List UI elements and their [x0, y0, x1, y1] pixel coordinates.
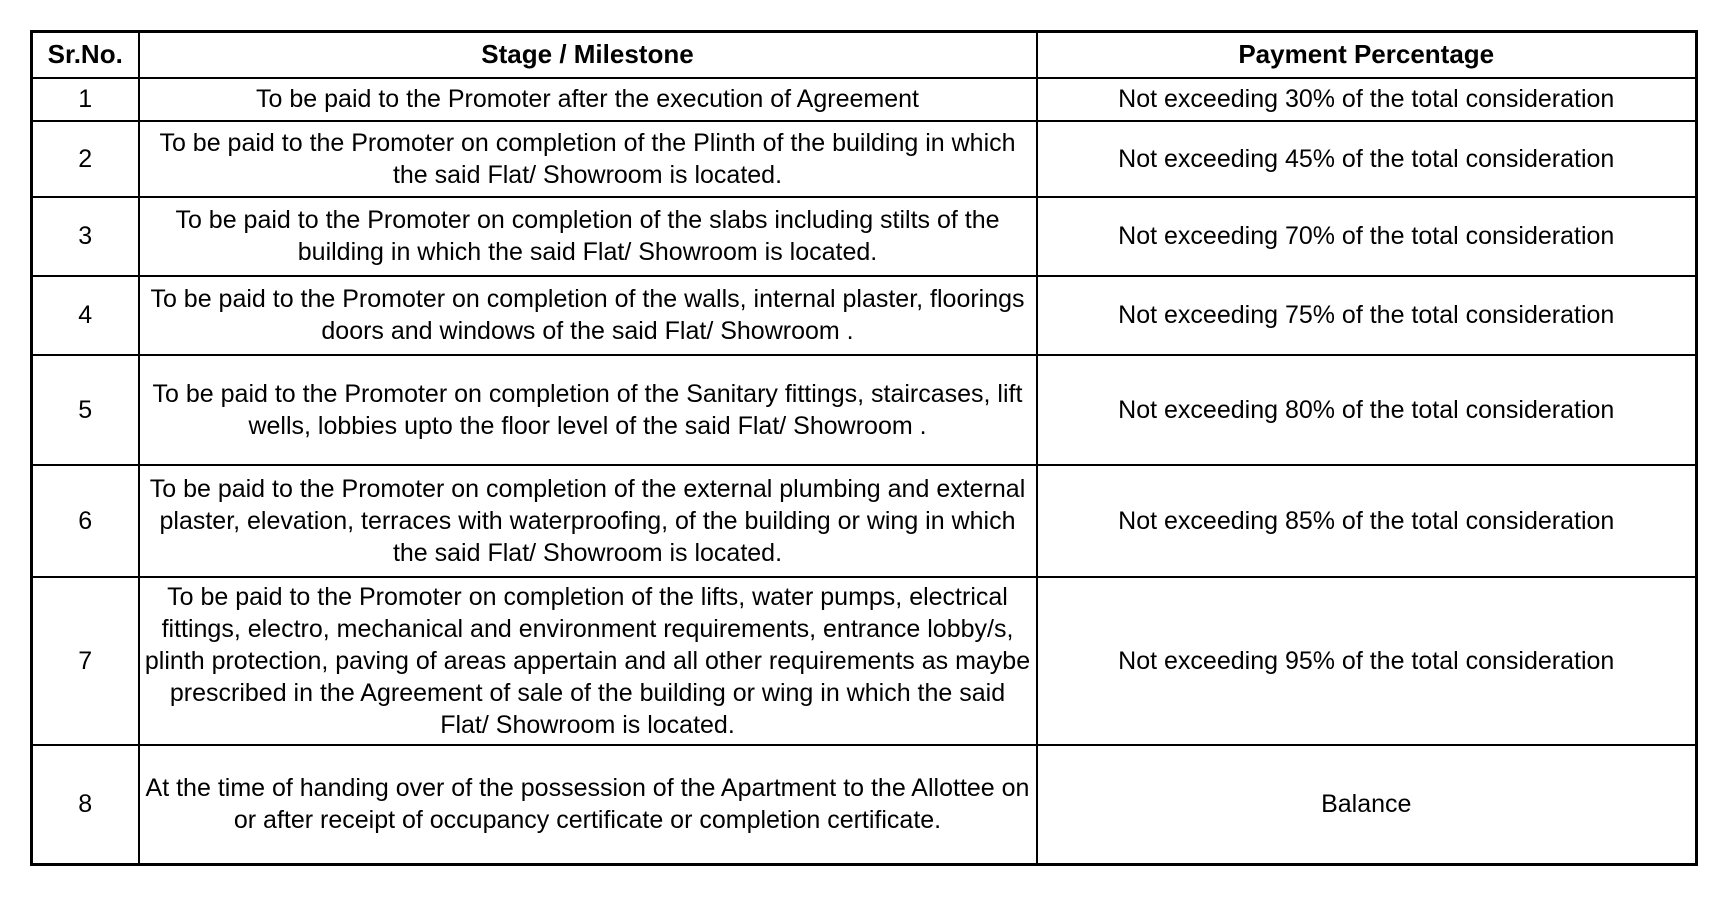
table-row	[32, 355, 1697, 465]
srno-cell: 8	[32, 745, 139, 865]
table-row	[32, 465, 1697, 577]
srno-cell: 1	[32, 78, 139, 121]
srno-cell: 2	[32, 121, 139, 197]
table-row	[32, 276, 1697, 355]
stage-cell: To be paid to the Promoter on completion of the Sanitary fittings, staircases, lift wells, lobbies upto the floor level of the said Flat/ Showroom .	[139, 355, 1037, 465]
header-row	[32, 32, 1697, 78]
payment-schedule-table	[30, 30, 1698, 866]
header-srno: Sr.No.	[32, 32, 139, 78]
stage-cell: To be paid to the Promoter on completion of the lifts, water pumps, electrical fittings, electro, mechanical and environment requirements, entrance lobby/s, plinth protection, paving of areas appertain and all other requirements as maybe prescribed in the Agreement of sale of the building or wing in which the said Flat/ Showroom is located.	[139, 577, 1037, 745]
table-row	[32, 577, 1697, 745]
payment-cell: Not exceeding 85% of the total consideration	[1037, 465, 1697, 577]
stage-cell: At the time of handing over of the possession of the Apartment to the Allottee on or after receipt of occupancy certificate or completion certificate.	[139, 745, 1037, 865]
table-body	[32, 78, 1697, 865]
header-stage-milestone: Stage / Milestone	[139, 32, 1037, 78]
payment-cell: Not exceeding 30% of the total consideration	[1037, 78, 1697, 121]
payment-cell: Not exceeding 70% of the total consideration	[1037, 197, 1697, 276]
stage-cell: To be paid to the Promoter on completion of the slabs including stilts of the building in which the said Flat/ Showroom is located.	[139, 197, 1037, 276]
payment-cell: Not exceeding 75% of the total consideration	[1037, 276, 1697, 355]
payment-cell: Not exceeding 45% of the total consideration	[1037, 121, 1697, 197]
payment-cell: Not exceeding 80% of the total consideration	[1037, 355, 1697, 465]
srno-cell: 4	[32, 276, 139, 355]
stage-cell: To be paid to the Promoter on completion of the external plumbing and external plaster, elevation, terraces with waterproofing, of the building or wing in which the said Flat/ Showroom is located.	[139, 465, 1037, 577]
table-row	[32, 745, 1697, 865]
table-row	[32, 197, 1697, 276]
srno-cell: 6	[32, 465, 139, 577]
srno-cell: 3	[32, 197, 139, 276]
table-row	[32, 121, 1697, 197]
header-payment-percentage: Payment Percentage	[1037, 32, 1697, 78]
table-row	[32, 78, 1697, 121]
payment-cell: Not exceeding 95% of the total consideration	[1037, 577, 1697, 745]
srno-cell: 7	[32, 577, 139, 745]
stage-cell: To be paid to the Promoter after the execution of Agreement	[139, 78, 1037, 121]
stage-cell: To be paid to the Promoter on completion of the walls, internal plaster, floorings doors and windows of the said Flat/ Showroom .	[139, 276, 1037, 355]
srno-cell: 5	[32, 355, 139, 465]
payment-cell: Balance	[1037, 745, 1697, 865]
stage-cell: To be paid to the Promoter on completion of the Plinth of the building in which the said Flat/ Showroom is located.	[139, 121, 1037, 197]
